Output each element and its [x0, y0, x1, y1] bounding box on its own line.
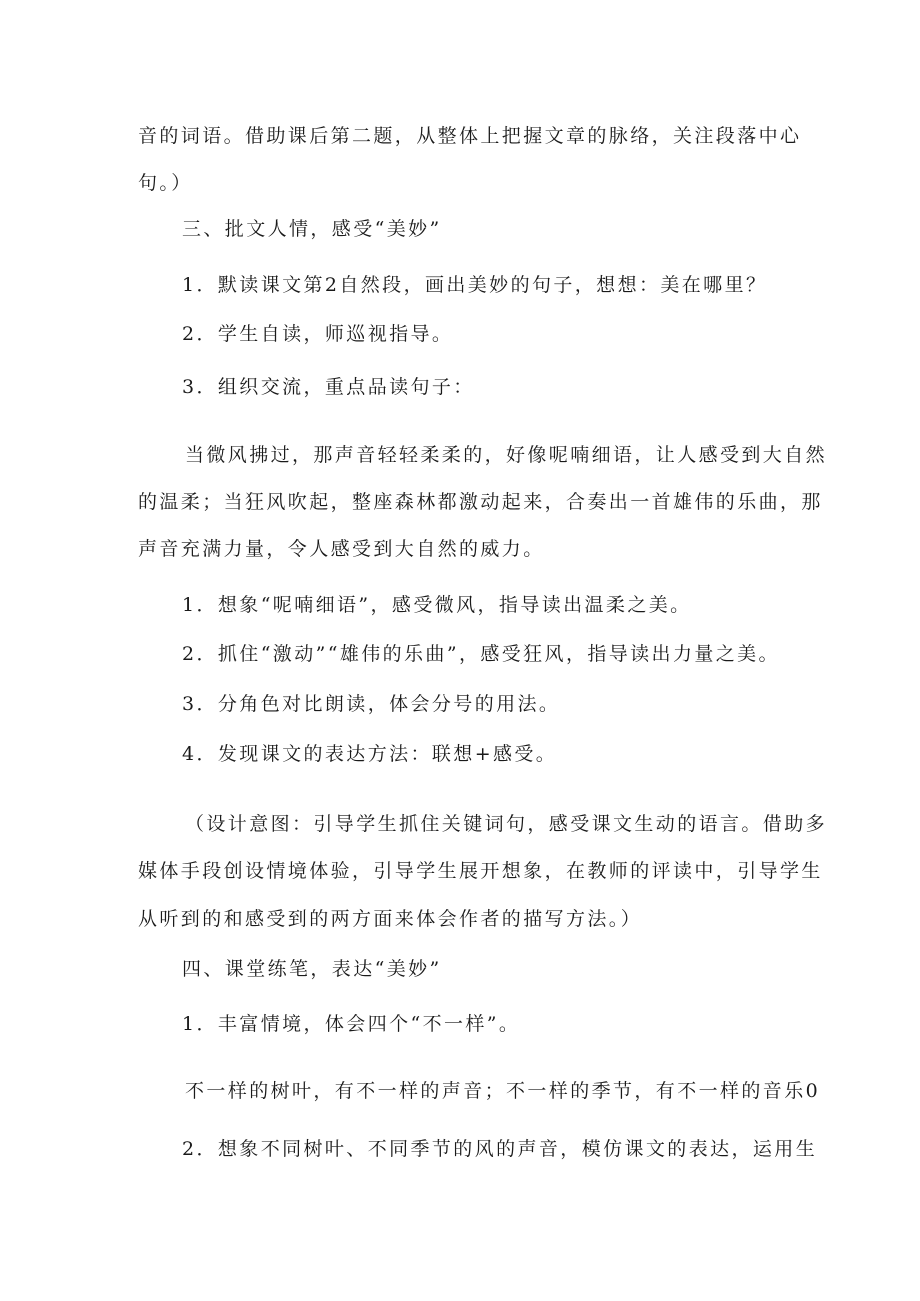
quoted-passage-line: 的温柔；当狂风吹起，整座森林都激动起来，合奏出一首雄伟的乐曲，那 [138, 491, 823, 513]
paragraph-line: 音的词语。借助课后第二题，从整体上把握文章的脉络，关注段落中心 [138, 125, 802, 147]
list-item: 2．学生自读，师巡视指导。 [182, 323, 454, 345]
section-heading: 三、批文人情，感受“美妙” [182, 218, 442, 240]
list-item: 3．组织交流，重点品读句子： [182, 376, 475, 398]
list-item: 3．分角色对比朗读，体会分号的用法。 [182, 693, 561, 715]
list-item: 1．默读课文第2自然段，画出美妙的句子，想想：美在哪里？ [182, 274, 768, 296]
quoted-passage-line: 声音充满力量，令人感受到大自然的威力。 [138, 538, 545, 560]
paragraph-line: 句。） [138, 172, 193, 194]
list-item: 2．想象不同树叶、不同季节的风的声音，模仿课文的表达，运用生 [182, 1138, 818, 1160]
list-item: 2．抓住“激动”“雄伟的乐曲”，感受狂风，指导读出力量之美。 [182, 643, 780, 665]
list-item: 4．发现课文的表达方法：联想+感受。 [182, 743, 558, 765]
example-sentence: 不一样的树叶，有不一样的声音；不一样的季节，有不一样的音乐0 [185, 1080, 821, 1102]
design-intent-line: 从听到的和感受到的两方面来体会作者的描写方法。） [138, 908, 643, 930]
list-item: 1．想象“呢喃细语”，感受微风，指导读出温柔之美。 [182, 594, 692, 616]
section-heading: 四、课堂练笔，表达“美妙” [182, 958, 442, 980]
design-intent-line: 媒体手段创设情境体验，引导学生展开想象，在教师的评读中，引导学生 [138, 860, 823, 882]
quoted-passage-line: 当微风拂过，那声音轻轻柔柔的，好像呢喃细语，让人感受到大自然 [185, 444, 828, 466]
design-intent-line: （设计意图：引导学生抓住关键词句，感受课文生动的语言。借助多 [185, 813, 828, 835]
list-item: 1．丰富情境，体会四个“不一样”。 [182, 1013, 521, 1035]
